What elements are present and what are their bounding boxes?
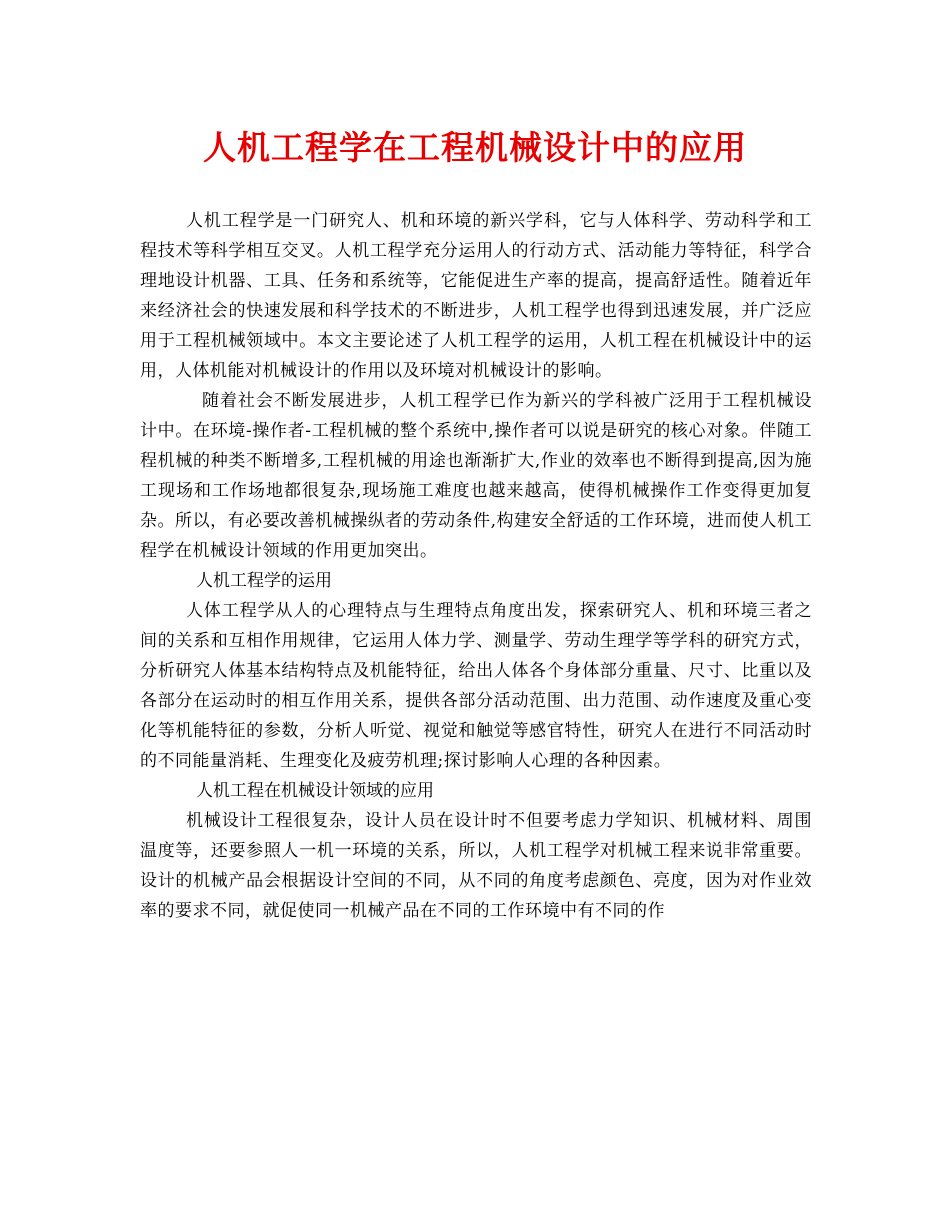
paragraph-ergonomics-study: 人体工程学从人的心理特点与生理特点角度出发，探索研究人、机和环境三者之间的关系和互相作用规律，它运用人体力学、测量学、劳动生理学等学科的研究方式，分析研究人体基本结构特点及机能特征，给出人体各个身体部分重量、尺寸、比重以及各部分在运动时的相互作用关系，提供各部分活动范围、出力范围、动作速度及重心变化等机能特征的参数，分析人听觉、视觉和触觉等感官特性，研究人在进行不同活动时的不同能量消耗、生理变化及疲劳机理;探讨影响人心理的各种因素。 xyxy=(140,601,812,771)
paragraph-background: 随着社会不断发展进步，人机工程学已作为新兴的学科被广泛用于工程机械设计中。在环境-操作者-工程机械的整个系统中,操作者可以说是研究的核心对象。伴随工程机械的种类不断增多,工程机械的用途也渐渐扩大,作业的效率也不断得到提高,因为施工现场和工作场地都很复杂,现场施工难度也越来越高，使得机械操作工作变得更加复杂。所以，有必要改善机械操纵者的劳动条件,构建安全舒适的工作环境，进而使人机工程学在机械设计领域的作用更加突出。 xyxy=(140,391,812,561)
paragraph-intro: 人机工程学是一门研究人、机和环境的新兴学科，它与人体科学、劳动科学和工程技术等科学相互交叉。人机工程学充分运用人的行动方式、活动能力等特征，科学合理地设计机器、工具、任务和系统等，它能促进生产率的提高，提高舒适性。随着近年来经济社会的快速发展和科学技术的不断进步，人机工程学也得到迅速发展，并广泛应用于工程机械领域中。本文主要论述了人机工程学的运用，人机工程在机械设计中的运用，人体机能对机械设计的作用以及环境对机械设计的影响。 xyxy=(140,211,812,381)
document-title: 人机工程学在工程机械设计中的应用 xyxy=(203,128,747,167)
section-heading-mechanical-design: 人机工程在机械设计领域的应用 xyxy=(196,781,434,801)
document-body xyxy=(140,206,812,926)
paragraph-mechanical-design: 机械设计工程很复杂，设计人员在设计时不但要考虑力学知识、机械材料、周围温度等，还要参照人一机一环境的关系，所以，人机工程学对机械工程来说非常重要。设计的机械产品会根据设计空间的不同，从不同的角度考虑颜色、亮度，因为对作业效率的要求不同，就促使同一机械产品在不同的工作环境中有不同的作 xyxy=(140,811,812,921)
section-heading-application: 人机工程学的运用 xyxy=(196,571,332,591)
